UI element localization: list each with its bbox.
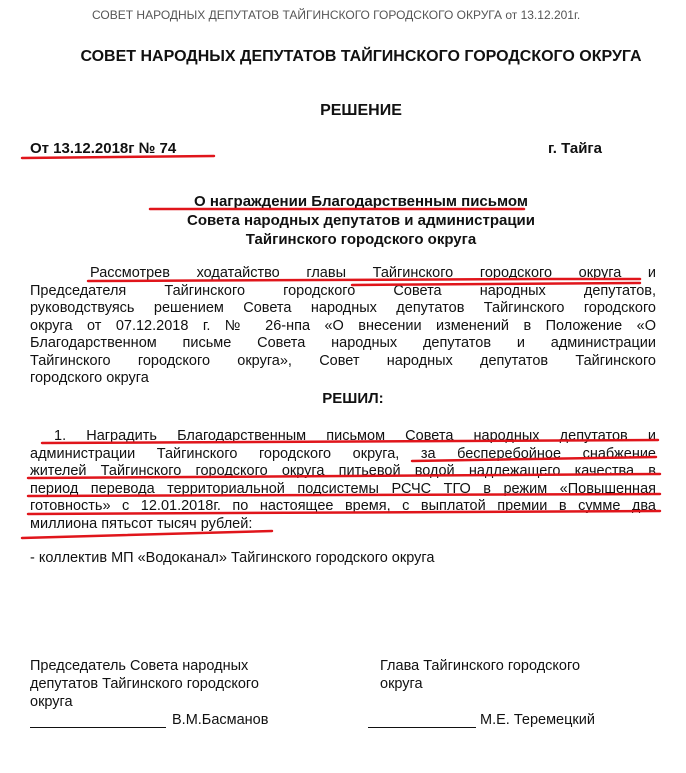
decision-date-number: От 13.12.2018г № 74 bbox=[30, 140, 177, 157]
resolved-heading: РЕШИЛ: bbox=[322, 390, 384, 407]
preamble-paragraph bbox=[30, 265, 656, 388]
head-name: М.Е. Теремецкий bbox=[480, 712, 595, 728]
running-header: СОВЕТ НАРОДНЫХ ДЕПУТАТОВ ТАЙГИНСКОГО ГОРОДСКОГО ОКРУГА от 13.12.201г. bbox=[92, 8, 581, 22]
head-title-line: округа bbox=[380, 676, 423, 692]
decision-city: г. Тайга bbox=[548, 140, 603, 157]
subject-line: О награждении Благодарственным письмом bbox=[194, 193, 528, 210]
subject-line: Совета народных депутатов и администрации bbox=[187, 212, 535, 229]
head-title-line: Глава Тайгинского городского bbox=[380, 658, 581, 674]
preamble-line: Председателя Тайгинского городского Совета народных депутатов, bbox=[30, 282, 656, 299]
item-line: период перевода территориальной подсистемы РСЧС ТГО в режим «Повышенная bbox=[30, 480, 656, 497]
decision-item-1 bbox=[30, 428, 656, 533]
chairman-title-line: округа bbox=[30, 694, 73, 710]
chairman-signature-line bbox=[30, 727, 166, 728]
subject-line: Тайгинского городского округа bbox=[245, 231, 477, 248]
council-title: СОВЕТ НАРОДНЫХ ДЕПУТАТОВ ТАЙГИНСКОГО ГОРОДСКОГО ОКРУГА bbox=[80, 48, 642, 65]
preamble-line: Благодарственном письме Совета народных депутатов и администрации bbox=[30, 335, 656, 351]
preamble-line: Тайгинского городского округа», Совет народных депутатов Тайгинского bbox=[30, 352, 656, 369]
item-line: администрации Тайгинского городского округа, за бесперебойное снабжение bbox=[30, 445, 656, 462]
head-title bbox=[380, 657, 660, 693]
item-line: 1. Наградить Благодарственным письмом Совета народных депутатов и bbox=[54, 428, 656, 444]
award-recipient: - коллектив МП «Водоканал» Тайгинского городского округа bbox=[30, 550, 435, 566]
preamble-line: округа от 07.12.2018 г. № 26-нпа «О внесении изменений в Положение «О bbox=[30, 317, 656, 334]
decision-title: РЕШЕНИЕ bbox=[320, 102, 402, 119]
chairman-title bbox=[30, 657, 330, 711]
item-line: жителей Тайгинского городского округа питьевой водой надлежащего качества в bbox=[30, 463, 656, 479]
chairman-title-line: депутатов Тайгинского городского bbox=[30, 676, 259, 692]
preamble-line: Рассмотрев ходатайство главы Тайгинского городского округа и bbox=[90, 265, 656, 281]
chairman-title-line: Председатель Совета народных bbox=[30, 658, 249, 674]
preamble-line: городского округа bbox=[30, 370, 149, 386]
chairman-name: В.М.Басманов bbox=[172, 712, 269, 728]
preamble-line: руководствуясь решением Совета народных депутатов Тайгинского городского bbox=[30, 300, 656, 316]
item-line: готовность» с 12.01.2018г. по настоящее время, с выплатой премии в сумме два bbox=[30, 498, 656, 514]
decision-subject bbox=[0, 192, 686, 249]
item-line: миллиона пятьсот тысяч рублей: bbox=[30, 515, 253, 532]
head-signature-line bbox=[368, 727, 476, 728]
